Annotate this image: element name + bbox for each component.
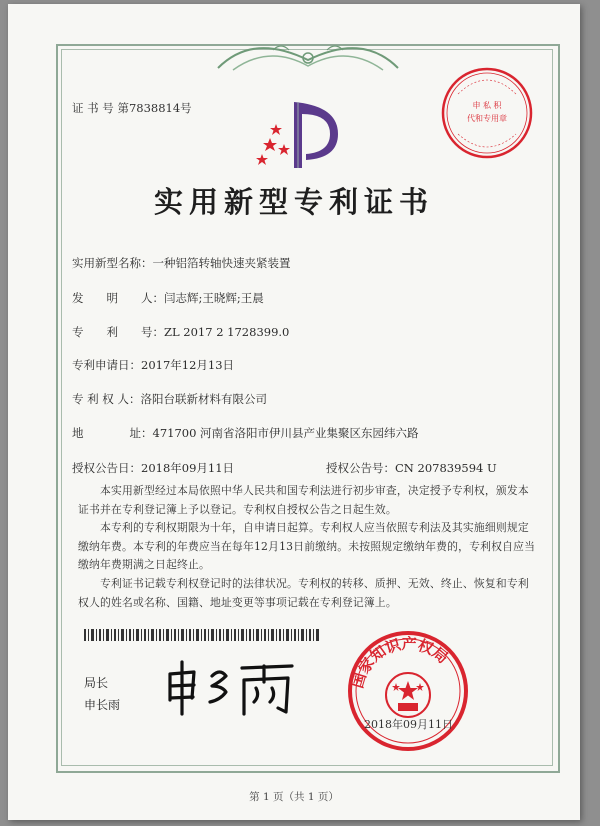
barcode-icon xyxy=(84,629,320,641)
national-ip-office-seal-icon xyxy=(346,629,470,753)
address-label: 地 址： xyxy=(72,426,153,440)
utility-model-name-value: 一种铝箔转轴快速夹紧装置 xyxy=(152,256,291,270)
patentee-label: 专 利 权 人： xyxy=(72,392,141,406)
inventor-row xyxy=(72,290,264,306)
page-footer: 第 1 页（共 1 页） xyxy=(249,791,339,803)
paragraph-3: 专利证书记载专利权登记时的法律状况。专利权的转移、质押、无效、终止、恢复和专利权人的姓名或名称、国籍、地址变更等事项记载在专利登记簿上。 xyxy=(78,577,529,609)
seal-date: 2018年09月11日 xyxy=(364,718,453,731)
patent-number-label: 专 利 号： xyxy=(72,325,164,339)
certificate-title: 实用新型专利证书 xyxy=(153,185,434,219)
certificate-paper xyxy=(8,4,580,820)
seal-text: 国家知识产权局 xyxy=(348,634,452,691)
grant-date-row xyxy=(72,460,234,476)
handwritten-signature-icon xyxy=(160,656,300,718)
inventor-value: 闫志辉;王晓辉;王晨 xyxy=(164,291,264,305)
utility-model-name-label: 实用新型名称： xyxy=(72,256,153,270)
address-row xyxy=(72,425,419,441)
signatory-title: 局长 xyxy=(84,676,109,690)
top-seal-line-2: 代和专用章 xyxy=(467,114,507,123)
grant-date-label: 授权公告日： xyxy=(72,461,141,475)
patent-number-row xyxy=(72,324,289,340)
application-date-row xyxy=(72,357,234,373)
paragraph-2: 本专利的专利权期限为十年，自申请日起算。专利权人应当依照专利法及其实施细则规定缴纳年费。本专利的年费应当在每年12月13日前缴纳。未按照规定缴纳年费的，专利权自应当缴纳年费期满之日起终止。 xyxy=(78,521,536,571)
patent-number-value: ZL 2017 2 1728399.0 xyxy=(164,325,290,339)
address-value: 471700 河南省洛阳市伊川县产业集聚区东园纬六路 xyxy=(152,426,419,440)
patent-office-logo-icon xyxy=(254,94,340,174)
paragraph-1: 本实用新型经过本局依照中华人民共和国专利法进行初步审查，决定授予专利权，颁发本证书并在专利登记簿上予以登记。专利权自授权公告之日起生效。 xyxy=(78,484,529,516)
top-seal-line-1: 申 私 积 xyxy=(472,101,502,110)
signatory-name: 申长雨 xyxy=(84,698,121,712)
patentee-value: 洛阳台联新材料有限公司 xyxy=(140,392,267,406)
utility-model-name-row xyxy=(72,255,291,271)
certificate-number: 证 书 号 第7838814号 xyxy=(72,101,192,115)
application-date-label: 专利申请日： xyxy=(72,358,141,372)
application-date-value: 2017年12月13日 xyxy=(141,358,235,372)
inventor-label: 发 明 人： xyxy=(72,291,164,305)
grant-number-row xyxy=(326,460,497,476)
patentee-row xyxy=(72,391,267,407)
grant-number-label: 授权公告号： xyxy=(326,461,395,475)
grant-number-value: CN 207839594 U xyxy=(395,461,497,475)
grant-date-value: 2018年09月11日 xyxy=(141,461,235,475)
top-seal-stamp-icon xyxy=(438,64,536,162)
top-ornament-icon xyxy=(213,38,403,78)
